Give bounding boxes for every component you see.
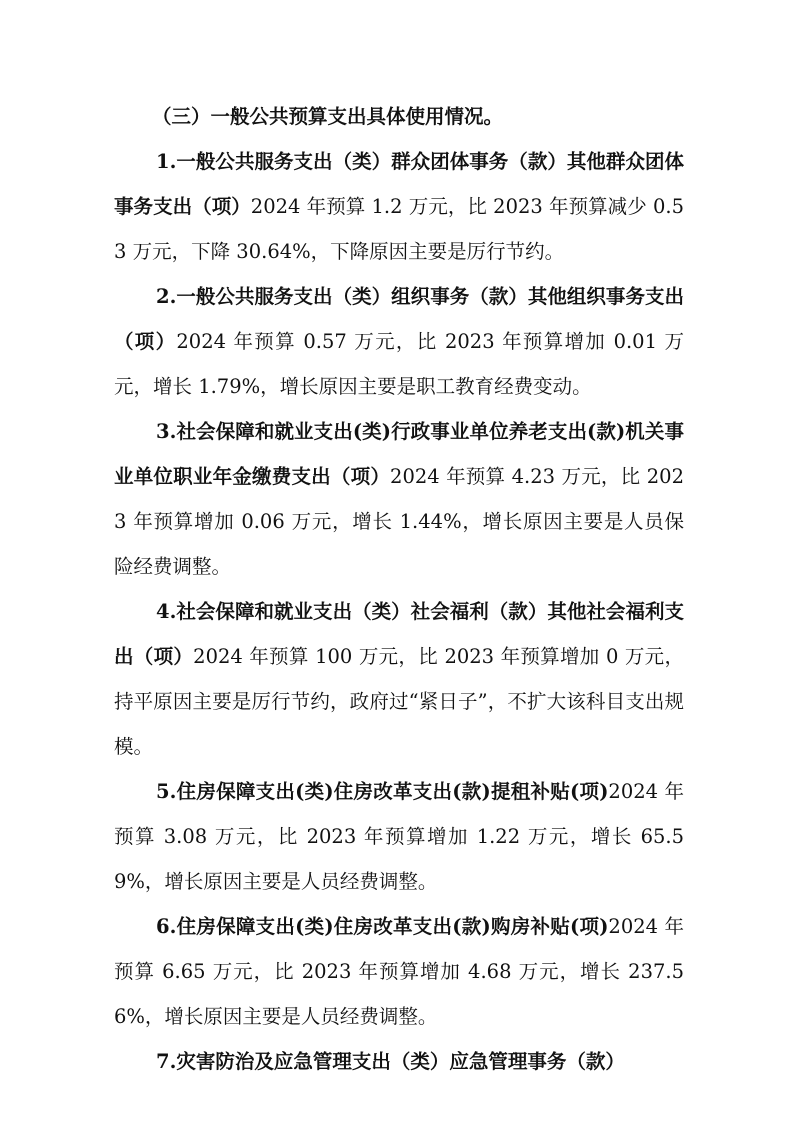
paragraph-body: 2024 年预算 4.23 万元，比 2023 年预算增加 0.06 万元，增长 1.44%，增长原因主要是人员保险经费调整。 (114, 465, 684, 578)
paragraph-lead: 5.住房保障支出(类)住房改革支出(款)提租补贴(项) (156, 780, 609, 803)
paragraph-body: 2024 年预算 100 万元，比 2023 年预算增加 0 万元，持平原因主要是厉行节约，政府过“紧日子”，不扩大该科目支出规模。 (114, 645, 684, 758)
paragraph-lead: 2.一般公共服务支出（类）组织事务（款）其他组织事务支出（项） (114, 285, 684, 353)
section-heading: （三）一般公共预算支出具体使用情况。 (152, 105, 504, 128)
paragraph-body: 2024 年预算 6.65 万元，比 2023 年预算增加 4.68 万元，增长 237.56%，增长原因主要是人员经费调整。 (114, 915, 684, 1028)
paragraph-lead: 4.社会保障和就业支出（类）社会福利（款）其他社会福利支出（项） (114, 600, 684, 668)
paragraph-lead: 7.灾害防治及应急管理支出（类）应急管理事务（款） (156, 1050, 625, 1073)
paragraph-item-6 (114, 904, 684, 1039)
paragraph-item-4 (114, 589, 684, 769)
paragraph-body: 2024 年预算 3.08 万元，比 2023 年预算增加 1.22 万元，增长 65.59%，增长原因主要是人员经费调整。 (114, 780, 684, 893)
paragraph-lead: 1.一般公共服务支出（类）群众团体事务（款）其他群众团体事务支出（项） (114, 150, 684, 218)
paragraph-body: 2024 年预算 0.57 万元，比 2023 年预算增加 0.01 万元，增长 1.79%，增长原因主要是职工教育经费变动。 (114, 330, 684, 398)
document-body (114, 95, 684, 1084)
paragraph-body: 2024 年预算 1.2 万元，比 2023 年预算减少 0.53 万元，下降 30.64%，下降原因主要是厉行节约。 (114, 195, 684, 263)
paragraph-item-5 (114, 769, 684, 904)
paragraph-lead: 6.住房保障支出(类)住房改革支出(款)购房补贴(项) (156, 915, 609, 938)
paragraph-item-3 (114, 409, 684, 589)
paragraph-item-7 (114, 1039, 684, 1084)
paragraph-item-2 (114, 274, 684, 409)
paragraph-item-1 (114, 139, 684, 274)
paragraph-lead: 3.社会保障和就业支出(类)行政事业单位养老支出(款)机关事业单位职业年金缴费支出（项） (114, 420, 684, 488)
